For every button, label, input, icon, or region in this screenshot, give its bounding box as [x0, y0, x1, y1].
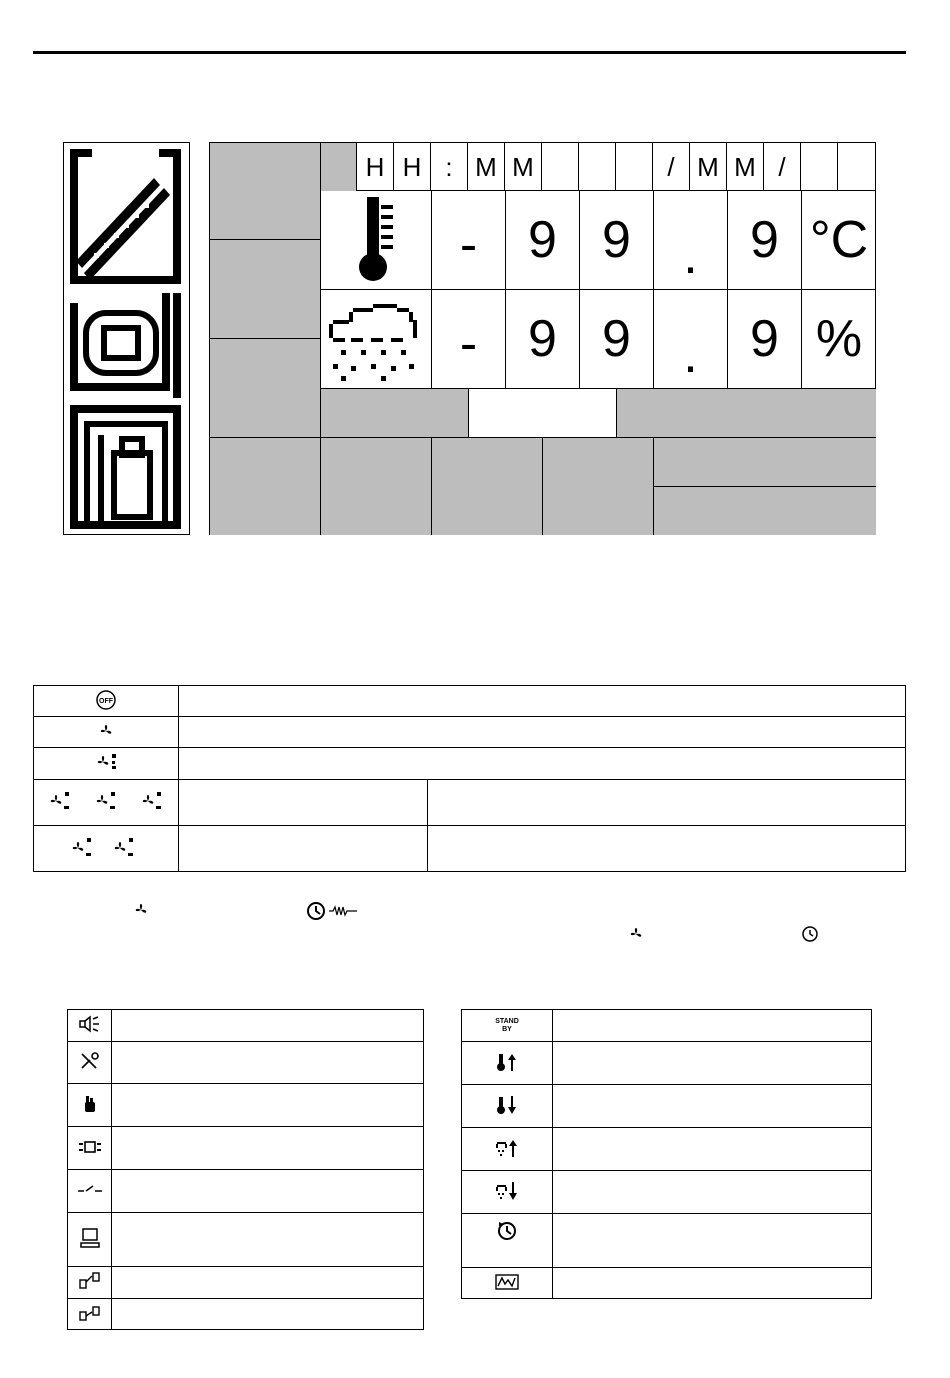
timer-icon	[462, 1214, 553, 1268]
time-char: H	[394, 143, 431, 191]
lcd-display	[209, 142, 876, 535]
lcd-segment	[321, 438, 432, 535]
date-char	[801, 143, 838, 191]
lcd-segment	[617, 389, 876, 438]
table-cell	[179, 780, 428, 826]
time-char: H	[357, 143, 394, 191]
temperature-unit: °C	[809, 211, 869, 269]
table-cell	[428, 780, 906, 826]
lcd-segment	[210, 339, 321, 438]
temperature-digit: 9	[728, 191, 802, 289]
humidity-digit: 9	[728, 290, 802, 388]
fan-icon	[34, 717, 179, 748]
top-rule	[33, 51, 906, 54]
lcd-segment	[543, 438, 654, 535]
lcd-segment	[469, 389, 617, 438]
speaker-icon	[68, 1010, 112, 1042]
graph-icon	[462, 1268, 553, 1299]
standby-icon	[462, 1010, 553, 1042]
lcd-segment	[210, 143, 321, 240]
table-cell	[553, 1042, 872, 1085]
timer-wave-icon	[305, 900, 361, 926]
table-cell	[553, 1010, 872, 1042]
output-2-icon	[68, 1299, 112, 1330]
pixel-icons-svg	[64, 143, 189, 534]
lcd-segment	[210, 438, 321, 535]
lcd-segment	[654, 438, 876, 487]
svg-text:OFF: OFF	[99, 697, 113, 705]
standby-label: STAND BY	[495, 1017, 519, 1033]
table-cell	[428, 826, 906, 872]
humidity-decimal-point: .	[654, 290, 728, 388]
table-cell	[112, 1170, 424, 1213]
off-icon	[34, 686, 179, 717]
humidity-unit: %	[815, 310, 863, 368]
temperature-up-icon	[462, 1042, 553, 1085]
table-cell	[179, 748, 906, 780]
humidity-down-icon	[462, 1171, 553, 1214]
time-char: M	[468, 143, 505, 191]
fan-p-icon	[34, 748, 179, 780]
temperature-decimal-point: .	[654, 191, 728, 289]
table-cell	[553, 1128, 872, 1171]
time-char	[579, 143, 616, 191]
table-cell	[112, 1127, 424, 1170]
humidity-digit: 9	[580, 290, 654, 388]
date-char: M	[727, 143, 764, 191]
lcd-segment	[321, 389, 469, 438]
table-cell	[112, 1267, 424, 1299]
time-char: M	[505, 143, 542, 191]
date-char	[838, 143, 875, 191]
table-cell	[112, 1010, 424, 1042]
timer-icon	[800, 924, 820, 948]
output-1-icon	[68, 1267, 112, 1299]
icon-legend-right	[461, 1009, 872, 1299]
lcd-segment	[210, 240, 321, 339]
temperature-digit: 9	[580, 191, 654, 289]
fan-icon	[130, 900, 152, 924]
computer-icon	[68, 1213, 112, 1267]
fan-icon-table	[33, 685, 906, 872]
lcd-segment	[432, 438, 543, 535]
icon-legend-left	[67, 1009, 424, 1330]
time-char	[616, 143, 653, 191]
humidity-up-icon	[462, 1128, 553, 1171]
fan-icon	[625, 924, 647, 948]
status-icon-panel	[63, 142, 190, 535]
lcd-segment	[654, 487, 876, 535]
temperature-down-icon	[462, 1085, 553, 1128]
date-char: /	[653, 143, 690, 191]
table-cell	[112, 1299, 424, 1330]
date-char: M	[690, 143, 727, 191]
time-date-row	[321, 143, 876, 191]
humidity-cloud-icon	[321, 290, 432, 388]
humidity-digit: 9	[506, 290, 580, 388]
humidity-digit: -	[432, 290, 506, 388]
table-cell	[112, 1213, 424, 1267]
table-cell	[179, 717, 906, 748]
table-cell	[553, 1214, 872, 1268]
temperature-row	[321, 191, 876, 290]
thermometer-icon	[321, 191, 432, 289]
humidity-row	[321, 290, 876, 389]
table-cell	[553, 1268, 872, 1299]
date-char: /	[764, 143, 801, 191]
table-cell	[112, 1042, 424, 1084]
table-cell	[179, 686, 906, 717]
lcd-segment	[321, 143, 357, 191]
temperature-digit: -	[432, 191, 506, 289]
time-char	[542, 143, 579, 191]
temperature-digit: 9	[506, 191, 580, 289]
table-cell	[553, 1171, 872, 1214]
table-cell	[179, 826, 428, 872]
table-cell	[553, 1085, 872, 1128]
fan-p-pair-icons	[34, 826, 179, 872]
wrench-icon	[68, 1042, 112, 1084]
fan-c-icons	[34, 780, 179, 826]
table-cell	[112, 1084, 424, 1127]
switch-icon	[68, 1170, 112, 1213]
hand-icon	[68, 1084, 112, 1127]
time-char: :	[431, 143, 468, 191]
heater-icon	[68, 1127, 112, 1170]
